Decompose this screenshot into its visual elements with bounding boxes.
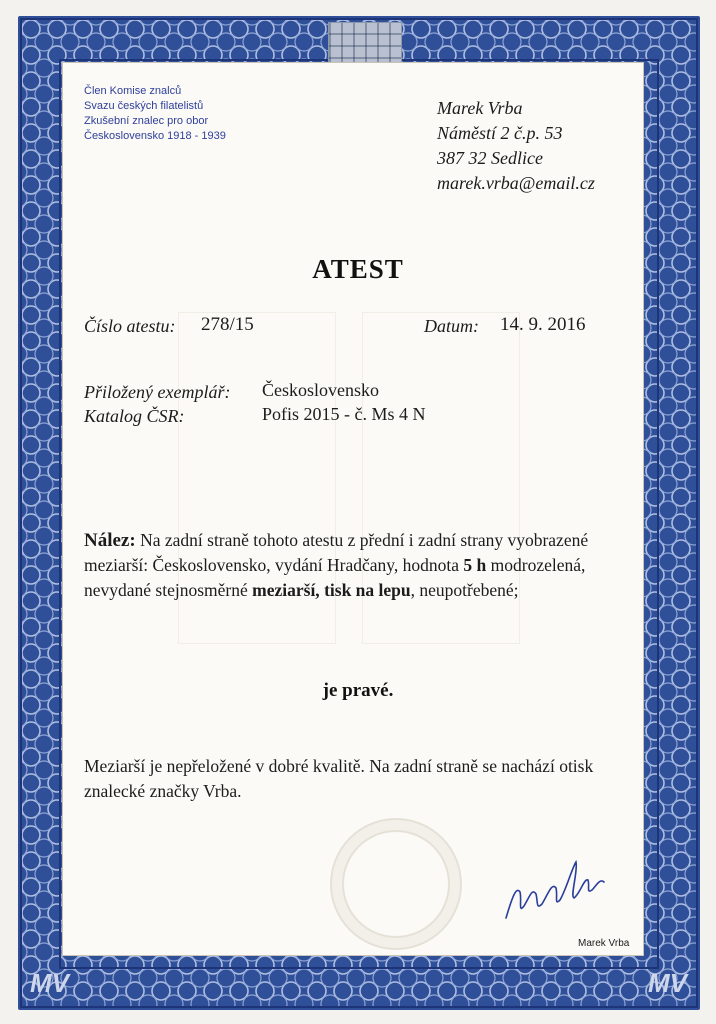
finding-value-bold: 5 h bbox=[463, 555, 487, 575]
embossed-seal bbox=[330, 818, 462, 950]
catalog-label: Katalog ČSR: bbox=[84, 406, 185, 426]
certificate-number: 278/15 bbox=[201, 314, 254, 335]
catalog-value: Pofis 2015 - č. Ms 4 N bbox=[262, 404, 426, 424]
finding-text-4: , neupotřebené; bbox=[410, 580, 519, 600]
commission-line-3: Zkušební znalec pro obor bbox=[84, 115, 209, 127]
finding-print-bold: tisk na lepu bbox=[324, 580, 411, 600]
commission-line-2: Svazu českých filatelistů bbox=[84, 100, 204, 112]
verdict: je pravé. bbox=[322, 680, 394, 701]
finding-text-1: Na zadní straně tohoto atestu z přední i zadní strany vyobrazené meziarší: Československo, vydání Hradčany, hodnota bbox=[84, 530, 589, 575]
finding-sheet-bold: meziarší, bbox=[252, 580, 320, 600]
date-label: Datum: bbox=[424, 316, 479, 336]
condition-note: Meziarší je nepřeložené v dobré kvalitě. Na zadní straně se nachází otisk znalecké značky Vrba. bbox=[84, 756, 594, 801]
expert-street: Náměstí 2 č.p. 53 bbox=[437, 123, 563, 143]
finding-paragraph bbox=[84, 528, 624, 603]
signature-name: Marek Vrba bbox=[578, 938, 630, 949]
expert-city: 387 32 Sedlice bbox=[437, 148, 543, 168]
expert-address bbox=[437, 96, 595, 196]
document-title: ATEST bbox=[312, 254, 404, 284]
certificate-number-label: Číslo atestu: bbox=[84, 316, 176, 336]
mv-monogram-left: MV bbox=[30, 968, 69, 998]
commission-line-1: Člen Komise znalců bbox=[84, 85, 182, 97]
finding-text-2: modrozelená, nevydané stejnosměrné bbox=[84, 555, 586, 600]
commission-header bbox=[84, 84, 226, 144]
specimen-value: Československo bbox=[262, 380, 379, 400]
certificate-paper bbox=[62, 62, 644, 956]
mv-monogram-right: MV bbox=[648, 968, 687, 998]
expert-email: marek.vrba@email.cz bbox=[437, 173, 595, 193]
commission-line-4: Československo 1918 - 1939 bbox=[84, 130, 226, 142]
expert-name: Marek Vrba bbox=[437, 98, 523, 118]
handwritten-signature bbox=[500, 848, 610, 928]
certificate-date: 14. 9. 2016 bbox=[500, 314, 586, 335]
finding-label: Nález: bbox=[84, 530, 136, 551]
specimen-label: Přiložený exemplář: bbox=[84, 382, 231, 402]
